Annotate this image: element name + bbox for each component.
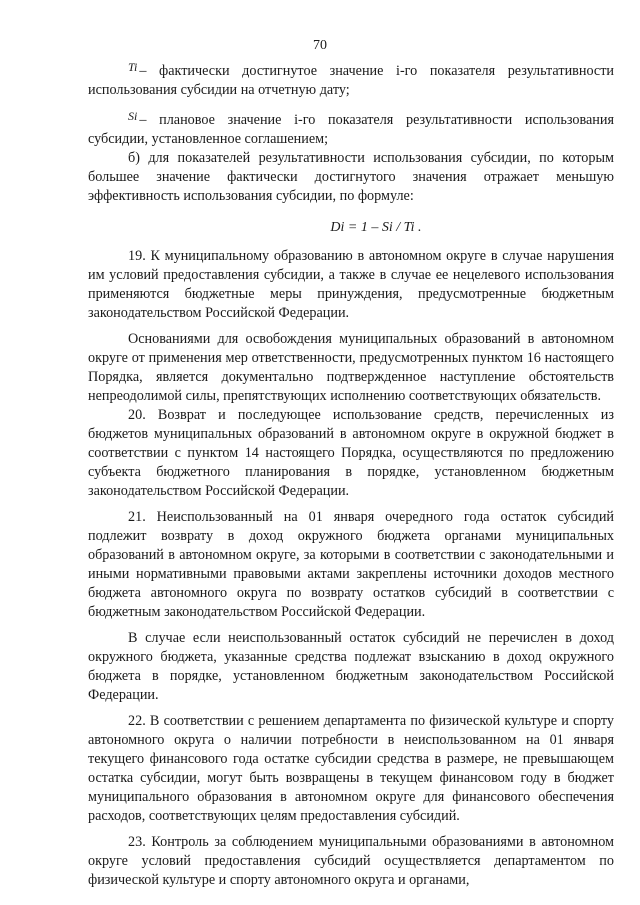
definition-t	[88, 58, 614, 100]
paragraph-19-grounds: Основаниями для освобождения муниципальных образований в автономном округе от применения мер ответственности, предусмотренных пунктом 16 настоящего Порядка, является документально подтвержденное наступление обстоятельств непреодолимой силы, препятствующих исполнению соответствующих обязательств.	[88, 331, 614, 404]
formula: Di = 1 – Si / Ti .	[330, 220, 422, 235]
paragraph-22: 22. В соответствии с решением департамента по физической культуре и спорту автономного округа о наличии потребности в неиспользованном на 01 января текущего финансового года остатке субсидии средства в размере, не превышающем остатка субсидии, могут быть возвращены в текущем финансовом году в бюджет муниципального образования в автономном округе для финансового обеспечения расходов, соответствующих целям предоставления субсидий.	[88, 713, 614, 824]
paragraph-21-recovery: В случае если неиспользованный остаток субсидий не перечислен в доход окружного бюджета, указанные средства подлежат взысканию в доход окружного бюджета в порядке, установленном бюджетным законодательством Российской Федерации.	[88, 630, 614, 703]
paragraph-21: 21. Неиспользованный на 01 января очередного года остаток субсидий подлежит возврату в доход окружного бюджета органами муниципальных образований в автономном округе, за которыми в соответствии с законодательными и иными нормативными правовыми актами закреплены источники доходов местного бюджета автономного округа по возврату остатков субсидий в соответствии с бюджетным законодательством Российской Федерации.	[88, 509, 614, 620]
paragraph-23: 23. Контроль за соблюдением муниципальными образованиями в автономном округе условий предоставления субсидий осуществляется департаментом по физической культуре и спорту автономного округа и органами,	[88, 834, 614, 888]
definition-s	[88, 107, 614, 149]
definition-s-text: – плановое значение i-го показателя результативности использования субсидии, установленное соглашением;	[88, 112, 614, 147]
document-body	[88, 58, 614, 890]
page-number: 70	[313, 38, 327, 53]
symbol-s: Si	[128, 109, 138, 123]
paragraph-19: 19. К муниципальному образованию в автономном округе в случае нарушения им условий предоставления субсидии, а также в случае ее нецелевого использования применяются бюджетные меры принуждения, предусмотренные бюджетным законодательством Российской Федерации.	[88, 248, 614, 321]
paragraph-20: 20. Возврат и последующее использование средств, перечисленных из бюджетов муниципальных образований в автономном округе в окружной бюджет в соответствии с пунктом 14 настоящего Порядка, осуществляются по предложению субъекта бюджетного планирования в порядке, установленном бюджетным законодательством Российской Федерации.	[88, 407, 614, 499]
paragraph-b: б) для показателей результативности использования субсидии, по которым большее значение фактически достигнутого значения отражает меньшую эффективность использования субсидии, по формуле:	[88, 150, 614, 204]
symbol-t: Ti	[128, 60, 138, 74]
definition-t-text: – фактически достигнутое значение i-го показателя результативности использования субсидии на отчетную дату;	[88, 63, 614, 98]
